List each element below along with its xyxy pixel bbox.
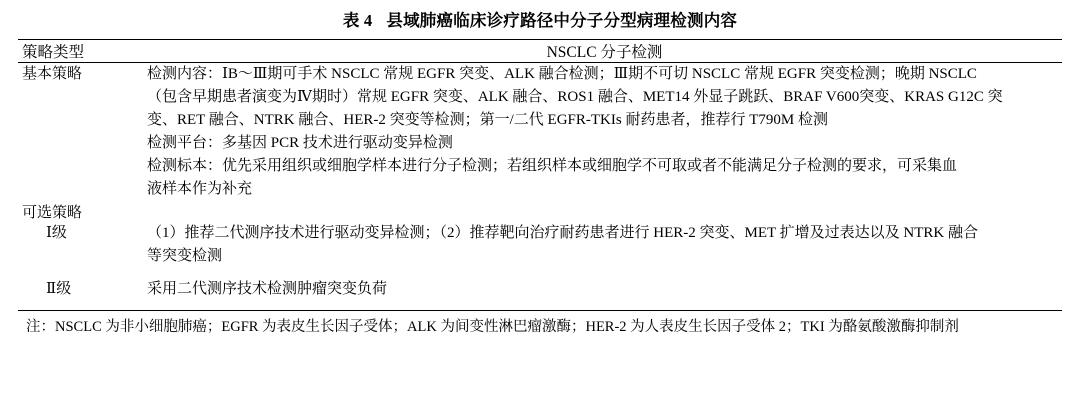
data-table	[18, 39, 1062, 311]
table-row	[18, 222, 1062, 268]
column-header-strategy-type: 策略类型	[22, 44, 85, 61]
content-line: 检测内容：ⅠB～Ⅲ期可手术 NSCLC 常规 EGFR 突变、ALK 融合检测；Ⅲ期不可切 NSCLC 常规 EGFR 突变检测；晚期 NSCLC	[147, 66, 977, 82]
table-caption	[18, 0, 1062, 39]
content-line: 检测标本：优先采用组织或细胞学样本进行分子检测；若组织样本或细胞学不可取或者不能满足分子检测的要求，可采集血	[147, 157, 958, 174]
table-note: 注：NSCLC 为非小细胞肺癌；EGFR 为表皮生长因子受体；ALK 为间变性淋巴瘤激酶；HER-2 为人表皮生长因子受体 2；TKI 为酪氨酸激酶抑制剂	[26, 319, 959, 336]
row-content-level-1	[147, 222, 1062, 268]
content-line: 液样本作为补充	[147, 180, 253, 197]
table-caption-title: 县域肺癌临床诊疗路径中分子分型病理检测内容	[386, 11, 738, 30]
row-content-level-2	[147, 278, 1062, 301]
column-header-nsclc-detection: NSCLC 分子检测	[546, 44, 663, 61]
content-line: 变、RET 融合、NTRK 融合、HER-2 突变等检测；第一/二代 EGFR-TKIs 耐药患者，推荐行 T790M 检测	[147, 111, 828, 128]
row-spacer	[18, 268, 1062, 278]
row-label-level-2: Ⅱ级	[46, 280, 72, 297]
spacer-cell	[147, 268, 1062, 278]
spacer-cell	[147, 300, 1062, 311]
table-row	[18, 201, 1062, 222]
row-label-optional-strategy: 可选策略	[22, 204, 83, 221]
content-line: 检测平台：多基因 PCR 技术进行驱动变异检测	[147, 134, 453, 151]
content-line: （包含早期患者演变为Ⅳ期时）常规 EGFR 突变、ALK 融合、ROS1 融合、MET14 外显子跳跃、BRAF V600突变、KRAS G12C 突	[147, 88, 1003, 105]
row-content-basic-strategy	[147, 63, 1062, 201]
table-caption-label: 表 4	[342, 11, 373, 30]
table-note-wrap	[0, 311, 1080, 339]
spacer-cell	[18, 268, 147, 278]
spacer-cell	[18, 300, 147, 311]
row-spacer	[18, 300, 1062, 311]
table-header-row	[18, 40, 1062, 63]
row-label-basic-strategy: 基本策略	[22, 66, 83, 82]
table-row	[18, 63, 1062, 201]
content-line: 等突变检测	[147, 247, 223, 264]
content-line: （1）推荐二代测序技术进行驱动变异检测；（2）推荐靶向治疗耐药患者进行 HER-2 突变、MET 扩增及过表达以及 NTRK 融合	[147, 224, 978, 241]
content-line: 采用二代测序技术检测肿瘤突变负荷	[147, 280, 388, 297]
row-label-level-1: Ⅰ级	[46, 224, 67, 241]
table-row	[18, 278, 1062, 301]
row-content-optional-strategy	[147, 201, 1062, 222]
